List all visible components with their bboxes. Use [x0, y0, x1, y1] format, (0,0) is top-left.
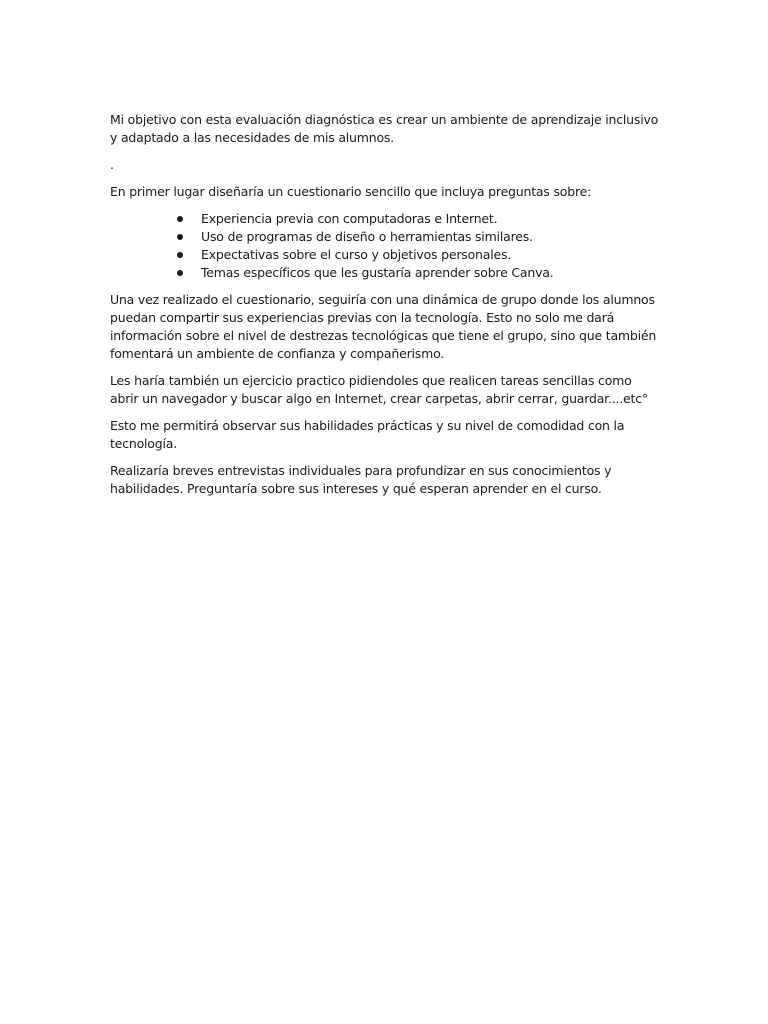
- bullet-icon: [177, 234, 183, 240]
- list-item: [110, 228, 662, 246]
- bullet-list: [110, 210, 662, 282]
- list-item-text: Uso de programas de diseño o herramientas similares.: [201, 229, 533, 244]
- bullet-icon: [177, 252, 183, 258]
- list-item-text: Temas específicos que les gustaría aprender sobre Canva.: [201, 265, 554, 280]
- bullet-icon: [177, 270, 183, 276]
- document-body: [110, 111, 662, 507]
- paragraph-interviews: Realizaría breves entrevistas individuales para profundizar en sus conocimientos y habilidades. Preguntaría sobre sus intereses y qué esperan aprender en el curso.: [110, 463, 612, 496]
- list-item-text: Expectativas sobre el curso y objetivos personales.: [201, 247, 512, 262]
- paragraph-questionnaire-intro: En primer lugar diseñaría un cuestionario sencillo que incluya preguntas sobre:: [110, 184, 592, 199]
- list-item-text: Experiencia previa con computadoras e Internet.: [201, 211, 498, 226]
- list-item: [110, 264, 662, 282]
- paragraph-practical-exercise: Les haría también un ejercicio practico pidiendoles que realicen tareas sencillas como abrir un navegador y buscar algo en Internet, crear carpetas, abrir cerrar, guardar....etc°: [110, 373, 648, 406]
- paragraph-group-dynamic: Una vez realizado el cuestionario, seguiría con una dinámica de grupo donde los alumnos puedan compartir sus experiencias previas con la tecnología. Esto no solo me dará información sobre el nivel de destrezas tecnológicas que tiene el grupo, sino que también fomentará un ambiente de confianza y compañerismo.: [110, 292, 657, 361]
- paragraph-objective: Mi objetivo con esta evaluación diagnóstica es crear un ambiente de aprendizaje inclusivo y adaptado a las necesidades de mis alumnos.: [110, 112, 659, 145]
- paragraph-observation: Esto me permitirá observar sus habilidades prácticas y su nivel de comodidad con la tecnología.: [110, 418, 625, 451]
- paragraph-dot: .: [110, 157, 114, 172]
- list-item: [110, 246, 662, 264]
- list-item: [110, 210, 662, 228]
- bullet-icon: [177, 216, 183, 222]
